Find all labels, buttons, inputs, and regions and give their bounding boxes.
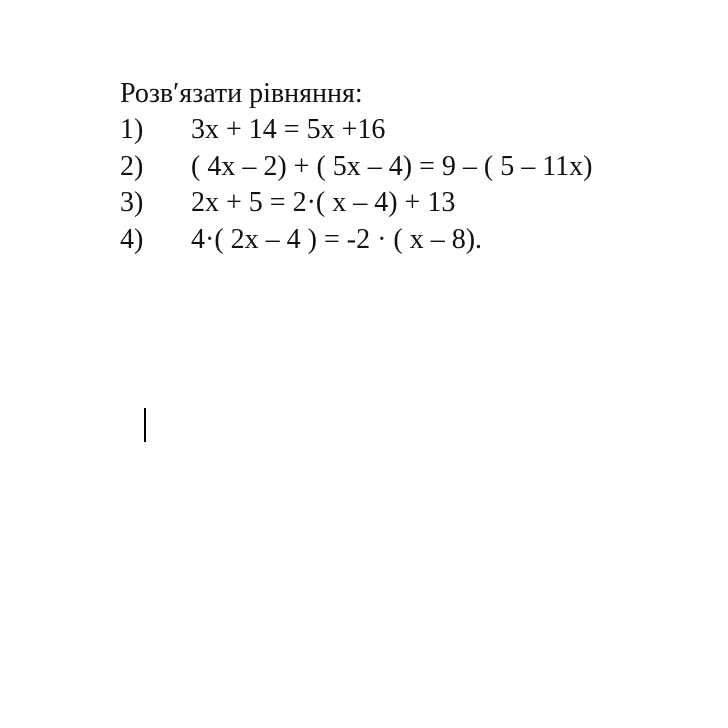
task-title: Розв′язати рівняння: (120, 78, 363, 109)
equation-text: 4·( 2x – 4 ) = -2 · ( x – 8). (191, 223, 483, 255)
equation-number: 4) (120, 223, 144, 255)
equation-text: 3x + 14 = 5x +16 (191, 114, 386, 145)
equation-list (120, 112, 700, 258)
equation-item (120, 149, 700, 186)
document-body[interactable] (120, 76, 700, 258)
equation-number: 1) (120, 114, 144, 145)
text-cursor (144, 408, 146, 442)
equation-text: 2x + 5 = 2·( x – 4) + 13 (191, 187, 456, 218)
equation-text: ( 4x – 2) + ( 5x – 4) = 9 – ( 5 – 11x) (191, 150, 593, 182)
equation-number: 3) (120, 187, 144, 218)
equation-item (120, 185, 700, 222)
equation-item (120, 222, 700, 259)
equation-number: 2) (120, 150, 144, 182)
equation-item (120, 112, 700, 149)
